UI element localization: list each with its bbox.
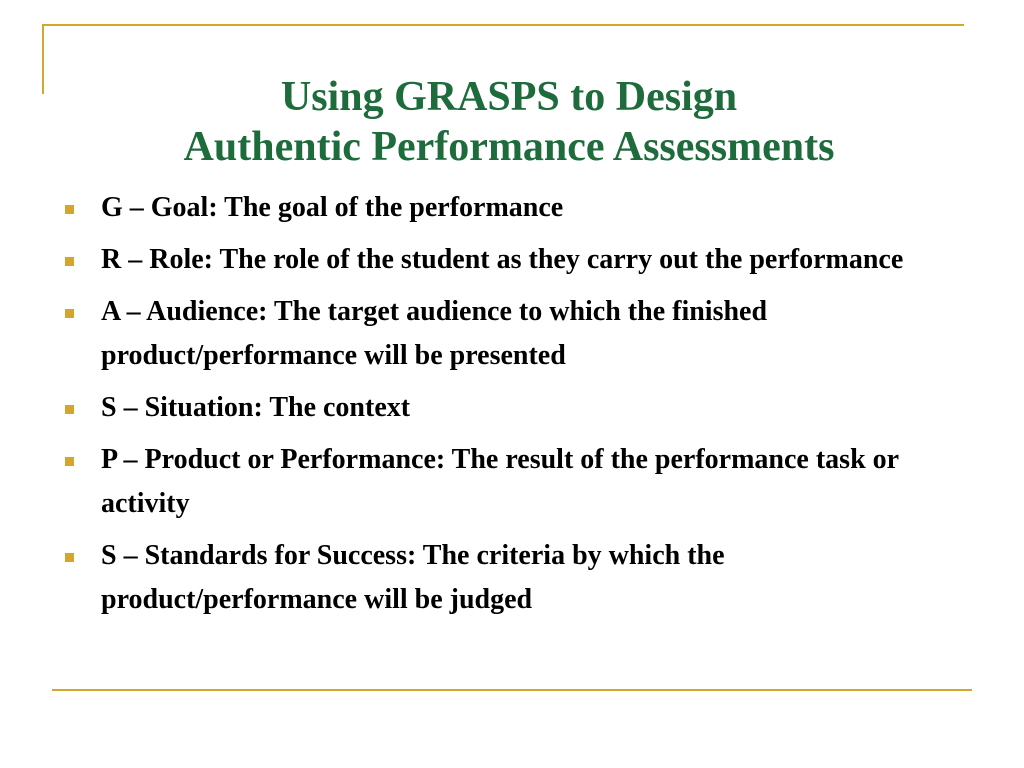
square-bullet-icon (65, 257, 74, 266)
bullet-item-standards (60, 534, 960, 622)
bullet-item-goal (60, 186, 960, 230)
top-rule (42, 24, 964, 26)
bullet-text: A – Audience: The target audience to which the finished product/performance will be presented (101, 296, 768, 371)
slide-title (44, 72, 974, 172)
bullet-text: R – Role: The role of the student as they carry out the performance (101, 244, 904, 275)
square-bullet-icon (65, 309, 74, 318)
title-line-2: Authentic Performance Assessments (183, 124, 835, 171)
square-bullet-icon (65, 553, 74, 562)
bullet-item-audience (60, 290, 960, 378)
bullet-item-role (60, 238, 960, 282)
bullet-text: S – Standards for Success: The criteria by which the product/performance will be judged (101, 540, 725, 615)
bullet-list (60, 186, 960, 630)
title-line-1: Using GRASPS to Design (280, 74, 738, 121)
square-bullet-icon (65, 405, 74, 414)
bullet-item-situation (60, 386, 960, 430)
square-bullet-icon (65, 205, 74, 214)
bullet-item-product-performance (60, 438, 960, 526)
bottom-rule (52, 689, 972, 691)
bullet-text: S – Situation: The context (101, 392, 411, 423)
bullet-text: G – Goal: The goal of the performance (101, 192, 564, 223)
square-bullet-icon (65, 457, 74, 466)
bullet-text: P – Product or Performance: The result of the performance task or activity (101, 444, 899, 519)
